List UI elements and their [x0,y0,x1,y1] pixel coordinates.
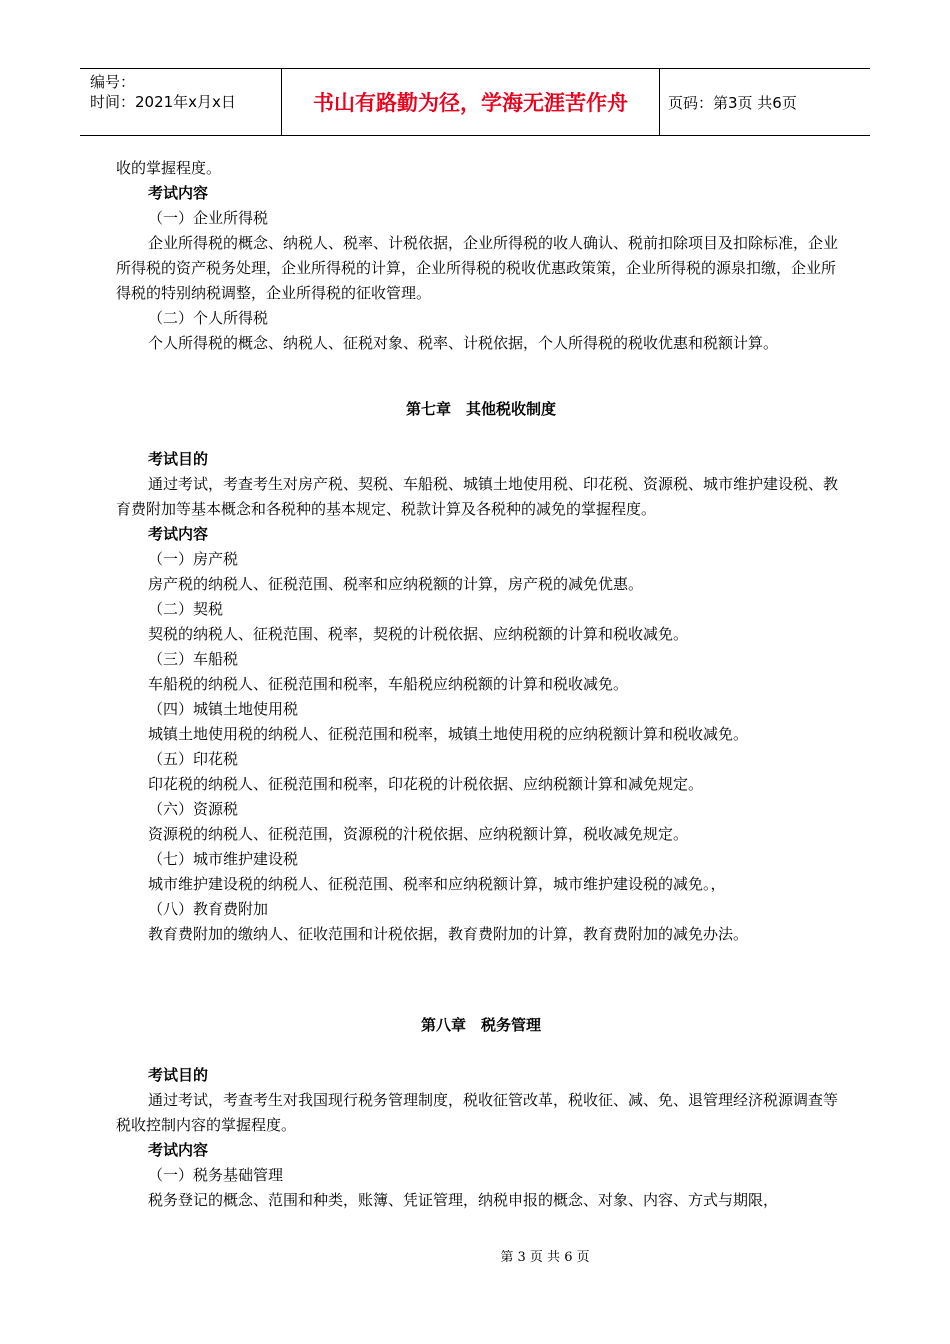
chapter-title: 第八章 税务管理 [420,1016,541,1034]
header-motto: 书山有路勤为径，学海无涯苦作舟 [282,69,660,135]
subheading: （二）契税 [148,600,224,618]
subheading: （五）印花税 [148,750,239,768]
paragraph: 契税的纳税人、征税范围、税率，契税的计税依据、应纳税额的计算和税收减免。 [148,625,689,643]
header-page-label: 页码：第3页 共6页 [668,93,797,112]
section-heading: 考试内容 [148,1141,209,1159]
paragraph: 企业所得税的概念、纳税人、税率、计税依据，企业所得税的收人确认、税前扣除项目及扣除标准，企业所得税的资产税务处理，企业所得税的计算，企业所得税的税收优惠政策策，企业所得税的源泉扣缴，企业所得税的特别纳税调整，企业所得税的征收管理。 [116,234,839,302]
paragraph: 车船税的纳税人、征税范围和税率，车船税应纳税额的计算和税收减免。 [148,675,629,693]
section-heading: 考试内容 [148,525,209,543]
paragraph: 个人所得税的概念、纳税人、征税对象、税率、计税依据，个人所得税的税收优惠和税额计算。 [148,334,779,352]
subheading: （六）资源税 [148,800,239,818]
subheading: （三）车船税 [148,650,239,668]
paragraph: 通过考试，考查考生对房产税、契税、车船税、城镇土地使用税、印花税、资源税、城市维护建设税、教育费附加等基本概念和各税种的基本规定、税款计算及各税种的减免的掌握程度。 [116,475,839,518]
paragraph: 城市维护建设税的纳税人、征税范围、税率和应纳税额计算，城市维护建设税的减免。， [148,875,726,893]
paragraph: 通过考试，考查考生对我国现行税务管理制度，税收征管改革，税收征、减、免、退管理经济税源调查等税收控制内容的掌握程度。 [116,1091,839,1134]
section-heading: 考试内容 [148,184,209,202]
subheading: （一）房产税 [148,550,239,568]
chapter-title: 第七章 其他税收制度 [405,400,556,418]
subheading: （一）企业所得税 [148,209,269,227]
paragraph: 城镇土地使用税的纳税人、征税范围和税率，城镇土地使用税的应纳税额计算和税收减免。 [148,725,749,743]
paragraph: 教育费附加的缴纳人、征收范围和计税依据，教育费附加的计算，教育费附加的减免办法。 [148,925,749,943]
page-header [80,68,870,136]
number-label: 编号： [90,73,136,91]
paragraph: 收的掌握程度。 [116,159,222,177]
header-meta [80,69,282,135]
paragraph: 资源税的纳税人、征税范围，资源税的汁税依据、应纳税额计算，税收减免规定。 [148,825,689,843]
document-body [116,156,846,1213]
section-heading: 考试目的 [148,1066,209,1084]
subheading: （七）城市维护建设税 [148,850,299,868]
subheading: （二）个人所得税 [148,309,269,327]
paragraph: 税务登记的概念、范围和种类，账簿、凭证管理，纳税申报的概念、对象、内容、方式与期限， [148,1191,779,1209]
subheading: （四）城镇土地使用税 [148,700,299,718]
paragraph: 印花税的纳税人、征税范围和税率，印花税的计税依据、应纳税额计算和减免规定。 [148,775,704,793]
subheading: （一）税务基础管理 [148,1166,284,1184]
page-footer: 第 3 页 共 6 页 [500,1250,590,1265]
time-label: 时间：2021年x月x日 [90,93,236,111]
section-heading: 考试目的 [148,450,209,468]
subheading: （八）教育费附加 [148,900,269,918]
paragraph: 房产税的纳税人、征税范围、税率和应纳税额的计算，房产税的减免优惠。 [148,575,644,593]
